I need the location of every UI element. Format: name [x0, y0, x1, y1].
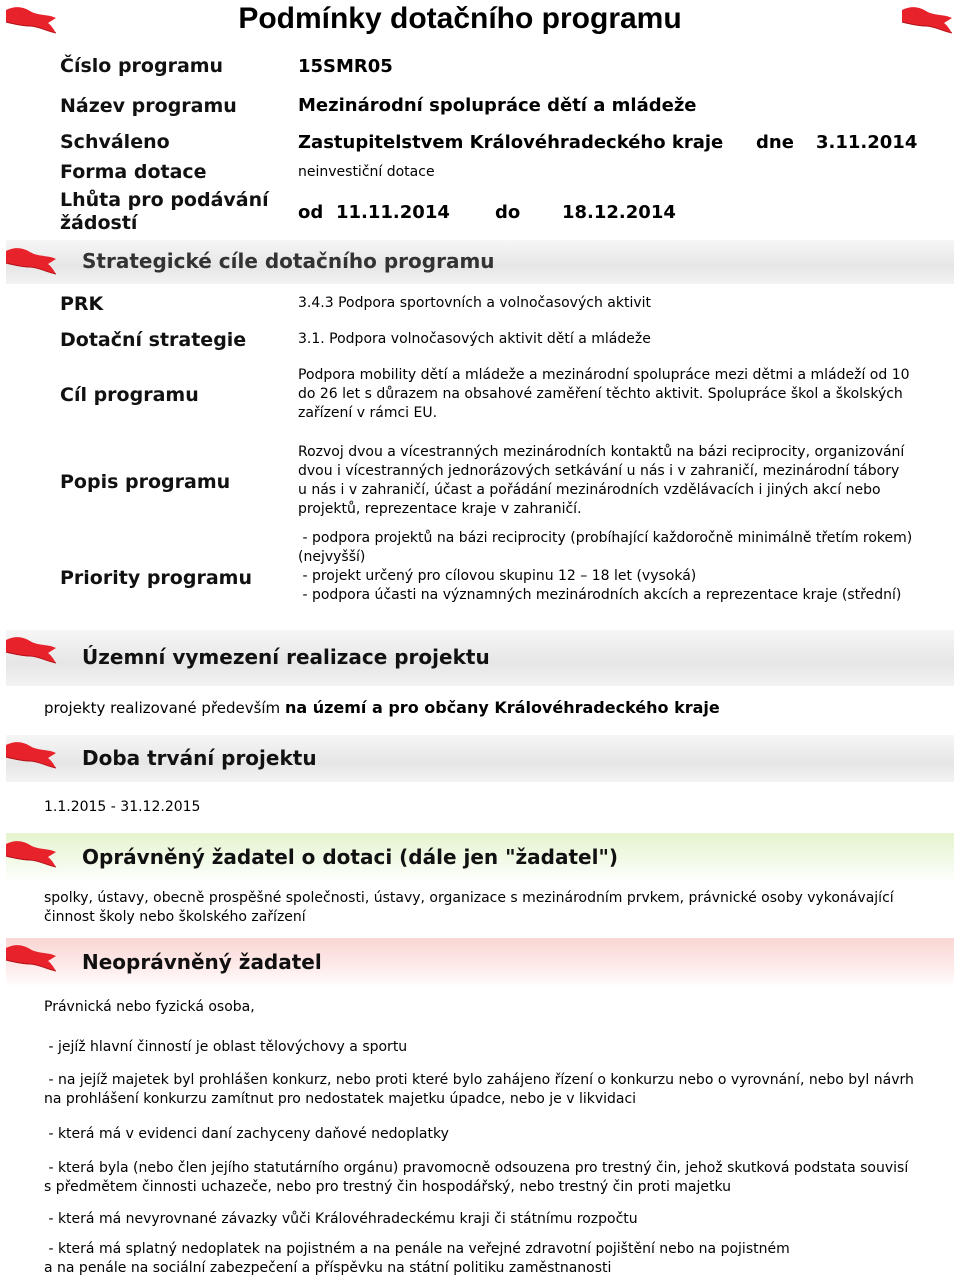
- opravneny-text: spolky, ústavy, obecně prospěšné společnosti, ústavy, organizace s mezinárodním prvkem, právnické osoby vykonávající činnost školy nebo školského zařízení: [44, 890, 894, 925]
- popis-text: Rozvoj dvou a vícestranných mezinárodních kontaktů na bázi reciprocity, organizování dvou i vícestranných jednorázových setkávání u nás i v zahraničí, mezinárodní tábory u nás i v zahraničí, účast a pořádání mezinárodních vzdělávacích i jiných akcí nebo projektů, reprezentace kraje v zahraničí.: [298, 444, 905, 517]
- opravneny-heading: Oprávněný žadatel o dotaci (dále jen "žadatel"): [82, 845, 619, 869]
- priority-label: Priority programu: [60, 567, 252, 589]
- od-label: od: [298, 202, 324, 223]
- doba-heading: Doba trvání projektu: [82, 746, 317, 770]
- page-title: Podmínky dotačního programu: [238, 2, 682, 35]
- neopravneny-item: - která má nevyrovnané závazky vůči Královéhradeckému kraji či státnímu rozpočtu: [44, 1211, 638, 1227]
- uzemni-heading: Územní vymezení realizace projektu: [82, 645, 490, 669]
- flag-icon: [4, 632, 58, 666]
- do-label: do: [495, 202, 521, 223]
- cislo-label: Číslo programu: [60, 55, 224, 77]
- forma-value: neinvestiční dotace: [298, 164, 435, 180]
- cil-label: Cíl programu: [60, 384, 199, 406]
- uzemni-text: projekty realizované především na území a pro občany Královéhradeckého kraje: [44, 698, 720, 717]
- cil-text: Podpora mobility dětí a mládeže a mezinárodní spolupráce mezi dětmi a mládeží od 10 do 26 let s důrazem na obsahové zaměření těchto aktivit. Spolupráce škol a školských zařízení v rámci EU.: [298, 367, 910, 421]
- flag-icon: [4, 836, 58, 870]
- neopravneny-item: - na jejíž majetek byl prohlášen konkurz, nebo proti které bylo zahájeno řízení o konkurzu nebo o vyrovnání, nebo byl návrh na prohlášení konkurzu zamítnut pro nedostatek majetku úpadce, nebo je v likvidaci: [44, 1072, 914, 1107]
- strategie-value: 3.1. Podpora volnočasových aktivit dětí a mládeže: [298, 331, 651, 347]
- flag-icon: [4, 940, 58, 974]
- dne-label: dne: [756, 132, 794, 153]
- doba-text: 1.1.2015 - 31.12.2015: [44, 799, 201, 815]
- neopravneny-intro: Právnická nebo fyzická osoba,: [44, 999, 255, 1015]
- neopravneny-item: - která má splatný nedoplatek na pojistném a na penále na veřejné zdravotní pojištění nebo na pojistném a na penále na sociální zabezpečení a příspěvku na státní politiku zaměstnanosti: [44, 1241, 790, 1276]
- neopravneny-item: - která má v evidenci daní zachyceny daňové nedoplatky: [44, 1126, 449, 1142]
- od-value: 11.11.2014: [336, 202, 450, 223]
- neopravneny-item: - která byla (nebo člen jejího statutárního orgánu) pravomocně odsouzena pro trestný čin, jehož skutková podstata souvisí s předmětem činnosti uchazeče, nebo pro trestný čin hospodářský, nebo trestný čin proti majetku: [44, 1160, 909, 1195]
- strategic-heading: Strategické cíle dotačního programu: [82, 249, 495, 273]
- popis-label: Popis programu: [60, 471, 231, 493]
- prk-label: PRK: [60, 293, 104, 315]
- neopravneny-heading: Neoprávněný žadatel: [82, 950, 322, 974]
- nazev-value: Mezinárodní spolupráce dětí a mládeže: [298, 95, 697, 116]
- strategie-label: Dotační strategie: [60, 329, 247, 351]
- lhuta-label-line2: žádostí: [60, 212, 138, 234]
- priority-text: - podpora projektů na bázi reciprocity (probíhající každoročně minimálně třetím rokem) (nejvyšší) - projekt určený pro cílovou skupinu 12 – 18 let (vysoká) - podpora účasti na významných mezinárodních akcích a reprezentace kraje (střední): [298, 530, 913, 603]
- forma-label: Forma dotace: [60, 161, 207, 183]
- neopravneny-item: - jejíž hlavní činností je oblast tělovýchovy a sportu: [44, 1039, 408, 1055]
- prk-value: 3.4.3 Podpora sportovních a volnočasových aktivit: [298, 295, 651, 311]
- dne-value: 3.11.2014: [816, 132, 918, 153]
- flag-icon: [4, 243, 58, 277]
- schvaleno-value: Zastupitelstvem Královéhradeckého kraje: [298, 132, 724, 153]
- nazev-label: Název programu: [60, 95, 237, 117]
- flag-icon: [4, 737, 58, 771]
- do-value: 18.12.2014: [562, 202, 676, 223]
- cislo-value: 15SMR05: [298, 56, 393, 77]
- lhuta-label-line1: Lhůta pro podávání: [60, 189, 269, 211]
- schvaleno-label: Schváleno: [60, 131, 170, 153]
